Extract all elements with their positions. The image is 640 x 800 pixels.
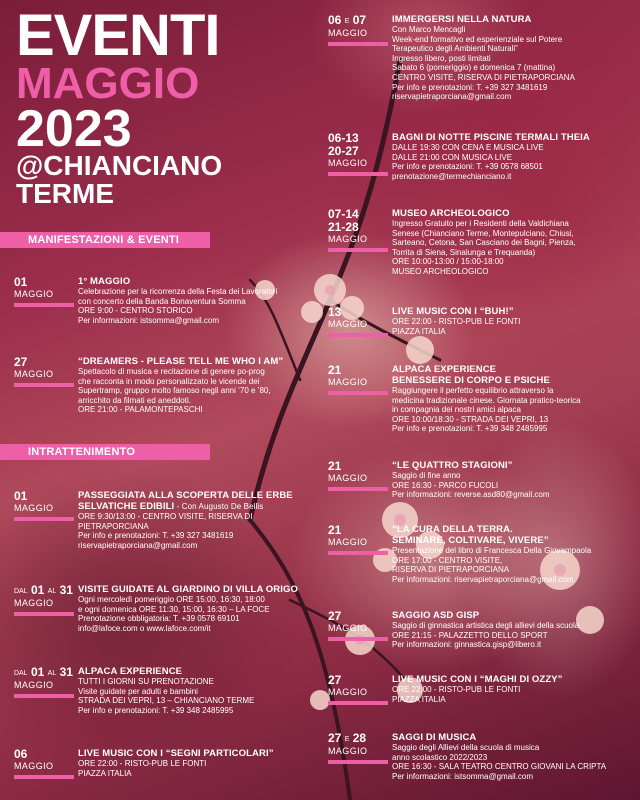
- event-date: 27: [14, 355, 28, 369]
- date-underline: [14, 383, 74, 387]
- event-date: [14, 666, 76, 680]
- event-line: DALLE 21:00 CON MUSICA LIVE: [392, 152, 513, 162]
- event-date: 27: [328, 673, 342, 687]
- event-line: Supertramp, gruppo molto famoso negli anni ’70 e ’80,: [78, 386, 271, 396]
- event-month: MAGGIO: [14, 503, 54, 513]
- event-date: 27: [328, 609, 342, 623]
- event-date: 13: [328, 305, 342, 319]
- date-block: [14, 666, 76, 698]
- event-title: LIVE MUSIC CON I “SEGNI PARTICOLARI”: [78, 748, 274, 759]
- event-item: [78, 356, 328, 415]
- event-line: ORE 10:00-13:00 / 15:00-18:00: [392, 257, 504, 267]
- event-title: SAGGIO ASD GISP: [392, 610, 480, 621]
- date-underline: [14, 694, 74, 698]
- event-title: IMMERGERSI NELLA NATURA: [392, 14, 532, 25]
- event-line: Per informazioni: istsomma@gmail.com: [392, 771, 534, 781]
- date-prefix: DAL: [14, 670, 28, 677]
- event-line: che racconta in modo personalizzato le vicende dei: [78, 376, 260, 386]
- event-line: PIAZZA ITALIA: [78, 768, 132, 778]
- date-block: [328, 732, 390, 764]
- date-mid: E: [344, 736, 350, 743]
- event-title: ALPACA EXPERIENCE: [78, 666, 183, 677]
- date-end: 07: [352, 13, 367, 27]
- date-block: [328, 460, 390, 491]
- date-block: [328, 208, 390, 252]
- header-title-location: @CHIANCIANO: [16, 150, 223, 181]
- event-item: [392, 732, 632, 781]
- event-month: MAGGIO: [328, 623, 368, 633]
- event-date-2: 21-28: [328, 220, 359, 234]
- event-line: RISERVA DI PIETRAPORCIANA: [392, 565, 510, 575]
- event-title-2: SEMINARE, COLTIVARE, VIVERE”: [392, 535, 549, 546]
- event-date: [328, 732, 390, 746]
- event-date: 01: [14, 489, 28, 503]
- event-title-2: [78, 501, 328, 512]
- event-month: MAGGIO: [328, 687, 368, 697]
- event-month: MAGGIO: [328, 28, 368, 38]
- date-mid: AL: [47, 670, 57, 677]
- event-title: SAGGI DI MUSICA: [392, 732, 477, 743]
- event-date: 06-13: [328, 131, 359, 145]
- event-month: MAGGIO: [328, 234, 368, 244]
- event-line: in compagnia dei nostri amici alpaca: [392, 405, 521, 415]
- section-heading-intrattenimento: INTRATTENIMENTO: [0, 444, 210, 460]
- event-line: PIETRAPORCIANA: [78, 521, 149, 531]
- event-line: medicina tradizionale cinese. Giornata pratico-teorica: [392, 395, 581, 405]
- event-line: ORE 10:00/18:30 - STRADA DEI VEPRI, 13: [392, 414, 549, 424]
- event-month: MAGGIO: [14, 369, 54, 379]
- event-line: TUTTI I GIORNI SU PRENOTAZIONE: [78, 677, 214, 686]
- event-line: PIAZZA ITALIA: [392, 694, 446, 704]
- event-line: Torrita di Siena, Sinalunga e Trequanda): [392, 247, 536, 257]
- header-title-eventi: EVENTI: [16, 3, 220, 68]
- event-line: Week-end formativo ed esperienziale sul Potere: [392, 34, 563, 44]
- date-block: [14, 490, 76, 521]
- event-item: [392, 208, 632, 277]
- event-line: anno scolastico 2022/2023: [392, 752, 488, 762]
- event-line: Con Marco Mencagli: [392, 25, 466, 34]
- date-block: [328, 132, 390, 176]
- event-line: Saggio degli Allievi della scuola di musica: [392, 743, 540, 752]
- event-title-2-sub: - Con Augusto De Bellis: [174, 502, 264, 511]
- event-item: [392, 610, 632, 650]
- header-title-year: 2023: [16, 100, 132, 158]
- event-line: Senese (Chianciano Terme, Montepulciano, Chiusi,: [392, 228, 574, 238]
- event-title-2-main: SELVATICHE EDIBILI: [78, 501, 175, 512]
- event-date: 07-14: [328, 207, 359, 221]
- date-underline: [328, 760, 388, 764]
- event-line: Celebrazione per la ricorrenza della Festa dei Lavoratori: [78, 287, 278, 296]
- date-mid: AL: [47, 588, 57, 595]
- event-line: Per informazioni: riservapietraporciana@gmail.com: [392, 574, 574, 584]
- event-line: ORE 9:00 - CENTRO STORICO: [78, 306, 193, 316]
- event-month: MAGGIO: [14, 598, 54, 608]
- date-start: 27: [328, 731, 342, 745]
- event-line: Per info e prenotazioni: T. +39 327 3481619: [392, 82, 548, 92]
- event-month: MAGGIO: [328, 319, 368, 329]
- event-line: Per informazioni: istsomma@gmail.com: [78, 315, 220, 325]
- event-item: [392, 14, 632, 102]
- event-title: 1° MAGGIO: [78, 276, 131, 287]
- event-line: Presentazione del libro di Francesca Della Giovampaola: [392, 546, 592, 555]
- event-date: 21: [328, 459, 342, 473]
- date-block: [328, 610, 390, 641]
- event-month: MAGGIO: [14, 289, 54, 299]
- event-line: ORE 22:00 - RISTO-PUB LE FONTI: [392, 317, 521, 326]
- date-underline: [328, 701, 388, 705]
- event-date: [14, 584, 76, 598]
- event-line: ORE 22:00 - RISTO-PUB LE FONTI: [78, 759, 207, 768]
- date-underline: [328, 487, 388, 491]
- date-block: [328, 364, 390, 395]
- event-date-2: 20-27: [328, 144, 359, 158]
- event-item: [78, 276, 328, 325]
- event-line: Ingresso Gratuito per i Residenti della Valdichiana: [392, 219, 569, 228]
- event-line: Spettacolo di musica e recitazione di genere po-prog: [78, 367, 265, 376]
- event-item: [392, 674, 632, 704]
- date-underline: [328, 551, 388, 555]
- header-title-location-2: TERME: [16, 178, 114, 209]
- event-month: MAGGIO: [328, 473, 368, 483]
- event-line: con concerto della Banda Bonaventura Somma: [78, 296, 246, 306]
- event-line: Terapeutico degli Ambienti Naturali”: [392, 44, 518, 54]
- event-line: ORE 16:30 - SALA TEATRO CENTRO GIOVANI LA CRIPTA: [392, 762, 607, 772]
- date-underline: [328, 248, 388, 252]
- event-line: Prenotazione obbligatoria: T. +39 0578 69101: [78, 614, 240, 624]
- event-title: ALPACA EXPERIENCE: [392, 364, 497, 375]
- event-line: ORE 21:15 - PALAZZETTO DELLO SPORT: [392, 630, 548, 640]
- date-start: 01: [30, 583, 45, 597]
- date-block: [14, 748, 76, 779]
- event-line: info@lafoce.com o www.lafoce.com/it: [78, 623, 211, 633]
- event-line: prenotazione@termechianciano.it: [392, 171, 512, 181]
- date-block: [328, 524, 390, 555]
- event-line: Sarteano, Cetona, San Casciano dei Bagni, Pienza,: [392, 238, 576, 248]
- event-line: Saggio di fine anno: [392, 471, 461, 480]
- date-underline: [328, 42, 388, 46]
- event-month: MAGGIO: [328, 537, 368, 547]
- event-title: BAGNI DI NOTTE PISCINE TERMALI THEIA: [392, 132, 590, 143]
- event-item: [78, 666, 328, 715]
- date-underline: [328, 391, 388, 395]
- event-title-2: BENESSERE DI CORPO E PSICHE: [392, 375, 550, 386]
- event-item: [392, 306, 632, 336]
- event-line: Per info e prenotazioni: T. +39 327 3481619: [78, 531, 234, 541]
- event-date: 06: [14, 747, 28, 761]
- event-line: ORE 22:00 - RISTO-PUB LE FONTI: [392, 685, 521, 694]
- event-line: Per info e prenotazioni: T. +39 0578 68501: [392, 162, 543, 172]
- event-title: “LA CURA DELLA TERRA.: [392, 524, 513, 535]
- date-underline: [14, 775, 74, 779]
- event-month: MAGGIO: [14, 680, 54, 690]
- date-block: [328, 674, 390, 705]
- event-line: ORE 21:00 - PALAMONTEPASCHI: [78, 405, 203, 415]
- event-line: DALLE 19:30 CON CENA E MUSICA LIVE: [392, 143, 544, 152]
- event-line: ORE 17:00 - CENTRO VISITE,: [392, 555, 503, 565]
- date-underline: [14, 612, 74, 616]
- date-block: [14, 356, 76, 387]
- event-line: Per informazioni: reverse.asd80@gmail.com: [392, 490, 550, 500]
- event-line: Per informazioni: ginnastica.gisp@libero.it: [392, 640, 542, 650]
- event-line: STRADA DEI VEPRI, 13 – CHIANCIANO TERME: [78, 696, 255, 706]
- date-underline: [328, 172, 388, 176]
- event-line: e ogni domenica ORE 11:30, 15:00, 16:30 – LA FOCE: [78, 604, 270, 614]
- event-item: [78, 748, 328, 778]
- date-end: 31: [59, 583, 73, 597]
- event-title: LIVE MUSIC CON I “BUH!”: [392, 306, 514, 317]
- event-item: [392, 364, 632, 434]
- event-title: MUSEO ARCHEOLOGICO: [392, 208, 510, 219]
- event-line: riservapietraporciana@gmail.com: [78, 540, 198, 550]
- date-prefix: DAL: [14, 588, 28, 595]
- event-line: Per info e prenotazioni: T. +39 348 2485995: [392, 424, 548, 434]
- event-item: [392, 132, 632, 181]
- event-line: Ogni mercoledì pomeriggio ORE 15:00, 16:30, 18:00: [78, 595, 265, 604]
- date-underline: [328, 333, 388, 337]
- date-mid: E: [344, 18, 350, 25]
- event-item: [392, 460, 632, 500]
- event-item: [78, 584, 328, 633]
- event-line: riservapietraporciana@gmail.com: [392, 92, 512, 102]
- date-start: 06: [328, 13, 342, 27]
- date-underline: [14, 517, 74, 521]
- event-item: [78, 490, 328, 550]
- date-block: [14, 584, 76, 616]
- event-title: PASSEGGIATA ALLA SCOPERTA DELLE ERBE: [78, 490, 293, 501]
- event-title: “DREAMERS - PLEASE TELL ME WHO I AM”: [78, 356, 284, 367]
- event-date: [328, 14, 390, 28]
- date-block: [328, 14, 390, 46]
- event-title: LIVE MUSIC CON I “MAGHI DI OZZY”: [392, 674, 563, 685]
- date-start: 01: [30, 665, 45, 679]
- event-line: Visite guidate per adulti e bambini: [78, 686, 198, 696]
- event-line: Saggio di ginnastica artistica degli allievi della scuola: [392, 621, 580, 630]
- date-end: 31: [59, 665, 73, 679]
- event-month: MAGGIO: [328, 158, 368, 168]
- event-line: ORE 9:30/13:00 - CENTRO VISITE, RISERVA DI: [78, 512, 253, 521]
- event-date: 01: [14, 275, 28, 289]
- event-line: CENTRO VISITE, RISERVA DI PIETRAPORCIANA: [392, 72, 575, 82]
- event-month: MAGGIO: [14, 761, 54, 771]
- event-line: PIAZZA ITALIA: [392, 326, 446, 336]
- event-date: 21: [328, 523, 342, 537]
- event-month: MAGGIO: [328, 746, 368, 756]
- event-line: arricchito da filmati ed aneddoti.: [78, 395, 191, 405]
- section-heading-manifestazioni: MANIFESTAZIONI & EVENTI: [0, 232, 210, 248]
- event-line: ORE 16:30 - PARCO FUCOLI: [392, 480, 499, 490]
- event-line: Per info e prenotazioni: T. +39 348 2485995: [78, 705, 234, 715]
- date-end: 28: [352, 731, 367, 745]
- event-month: MAGGIO: [328, 377, 368, 387]
- event-title: VISITE GUIDATE AL GIARDINO DI VILLA ORIGO: [78, 584, 298, 595]
- event-line: MUSEO ARCHEOLOGICO: [392, 266, 489, 276]
- header-title-month: MAGGIO: [16, 59, 200, 108]
- event-line: Raggiungere il perfetto equilibrio attraverso la: [392, 386, 554, 395]
- event-title: “LE QUATTRO STAGIONI”: [392, 460, 513, 471]
- event-date: 21: [328, 363, 342, 377]
- date-block: [14, 276, 76, 307]
- date-block: [328, 306, 390, 337]
- date-underline: [328, 637, 388, 641]
- event-line: Sabato 6 (pomeriggio) e domenica 7 (mattina): [392, 63, 556, 73]
- date-underline: [14, 303, 74, 307]
- event-item: [392, 524, 632, 584]
- event-line: Ingresso libero, posti limitati: [392, 53, 491, 63]
